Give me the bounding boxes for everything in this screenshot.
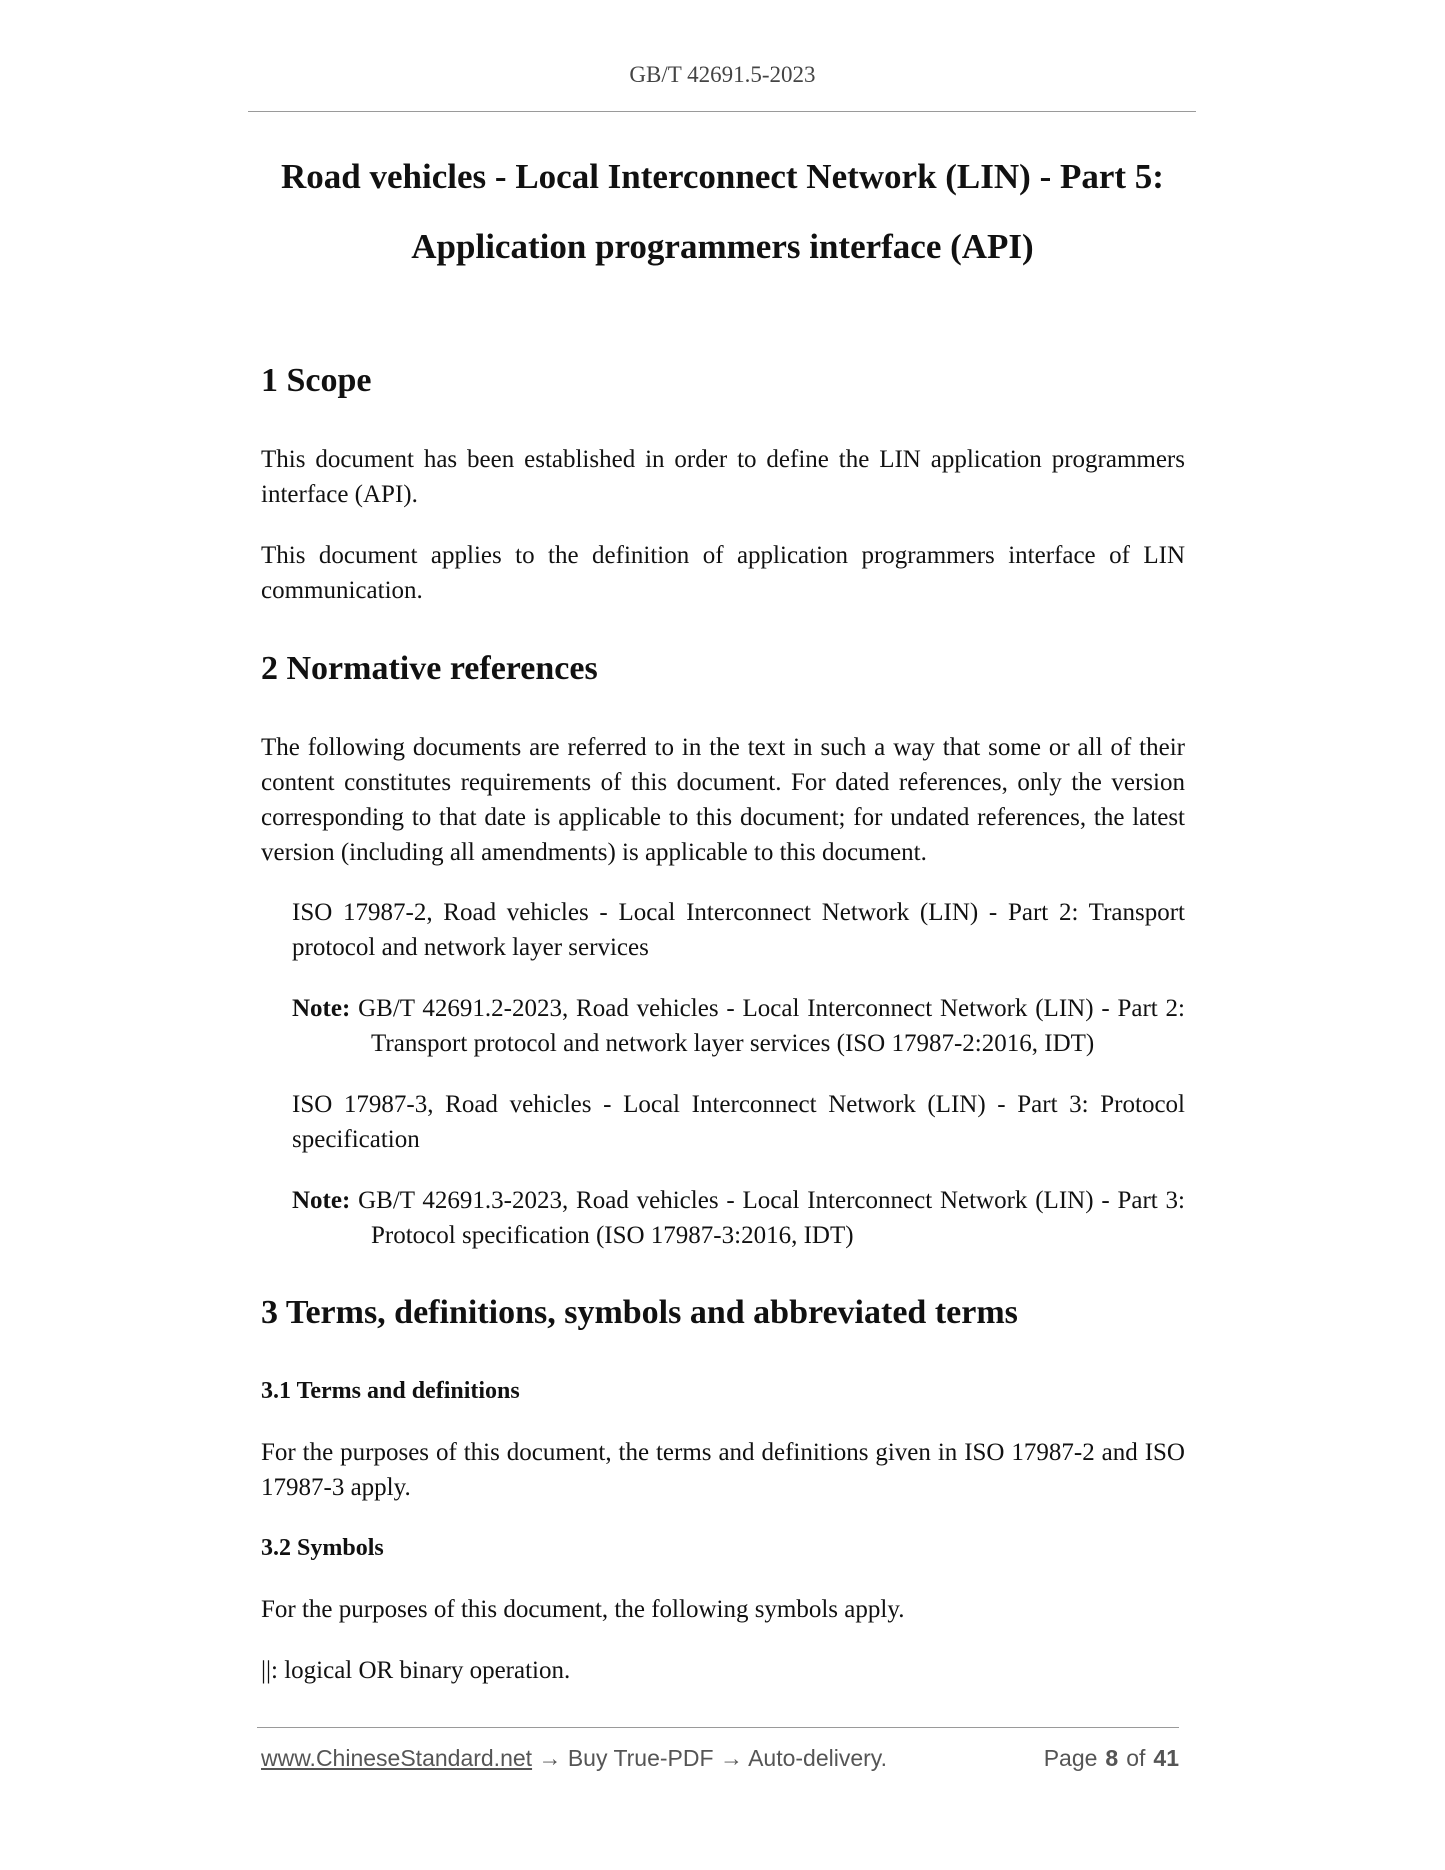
terms-definitions-paragraph: For the purposes of this document, the terms and definitions given in ISO 17987-2 and ISO 17987-3 apply. <box>261 1439 1185 1501</box>
section-heading-scope: 1 Scope <box>261 362 372 399</box>
symbols-paragraph: For the purposes of this document, the following symbols apply. <box>261 1596 905 1623</box>
arrow-right-icon: → <box>719 1745 743 1771</box>
standard-code: GB/T 42691.5-2023 <box>629 62 816 87</box>
note-label: Note: <box>292 995 351 1022</box>
arrow-right-icon: → <box>538 1745 562 1771</box>
section-heading-terms: 3 Terms, definitions, symbols and abbreviated terms <box>261 1294 1018 1331</box>
page-total: 41 <box>1153 1745 1179 1771</box>
document-title-line-1: Road vehicles - Local Interconnect Network (LIN) - Part 5: <box>281 157 1164 196</box>
reference-item-iso-17987-3: ISO 17987-3, Road vehicles - Local Interconnect Network (LIN) - Part 3: Protocol specification <box>292 1091 1185 1153</box>
note-label: Note: <box>292 1187 351 1214</box>
section-heading-normative-references: 2 Normative references <box>261 650 598 687</box>
reference-item-iso-17987-2: ISO 17987-2, Road vehicles - Local Interconnect Network (LIN) - Part 2: Transport protocol and network layer services <box>292 899 1185 961</box>
reference-note-gbt-42691-3 <box>292 1183 1185 1253</box>
note-text: GB/T 42691.2-2023, Road vehicles - Local Interconnect Network (LIN) - Part 2: Transport protocol and network layer services (ISO 17987-2:2016, IDT) <box>358 995 1185 1057</box>
normative-references-intro: The following documents are referred to in the text in such a way that some or all of their content constitutes requirements of this document. For dated references, only the version corresponding to that date is applicable to this document; for undated references, the latest version (including all amendments) is applicable to this document. <box>261 734 1185 866</box>
symbol-entry-logical-or: ||: logical OR binary operation. <box>261 1657 571 1684</box>
page-current: 8 <box>1105 1745 1119 1771</box>
scope-paragraph-2: This document applies to the definition of application programmers interface of LIN communication. <box>261 542 1185 604</box>
scope-paragraph-1: This document has been established in order to define the LIN application programmers interface (API). <box>261 446 1185 508</box>
page-footer <box>261 1745 1179 1775</box>
page-number <box>1044 1745 1179 1772</box>
auto-delivery-text: Auto-delivery. <box>748 1745 887 1771</box>
reference-note-gbt-42691-2 <box>292 991 1185 1061</box>
website-link[interactable]: www.ChineseStandard.net <box>261 1745 533 1771</box>
page-label: Page <box>1043 1745 1098 1771</box>
header-divider <box>248 111 1196 112</box>
page-of-label: of <box>1126 1745 1146 1771</box>
subsection-heading-terms-definitions: 3.1 Terms and definitions <box>261 1378 520 1404</box>
buy-true-pdf-text: Buy True-PDF <box>567 1745 714 1771</box>
footer-promo <box>261 1745 887 1772</box>
document-title-line-2: Application programmers interface (API) <box>411 227 1034 266</box>
footer-divider <box>257 1727 1179 1728</box>
subsection-heading-symbols: 3.2 Symbols <box>261 1535 384 1561</box>
note-text: GB/T 42691.3-2023, Road vehicles - Local Interconnect Network (LIN) - Part 3: Protocol specification (ISO 17987-3:2016, IDT) <box>358 1187 1185 1249</box>
